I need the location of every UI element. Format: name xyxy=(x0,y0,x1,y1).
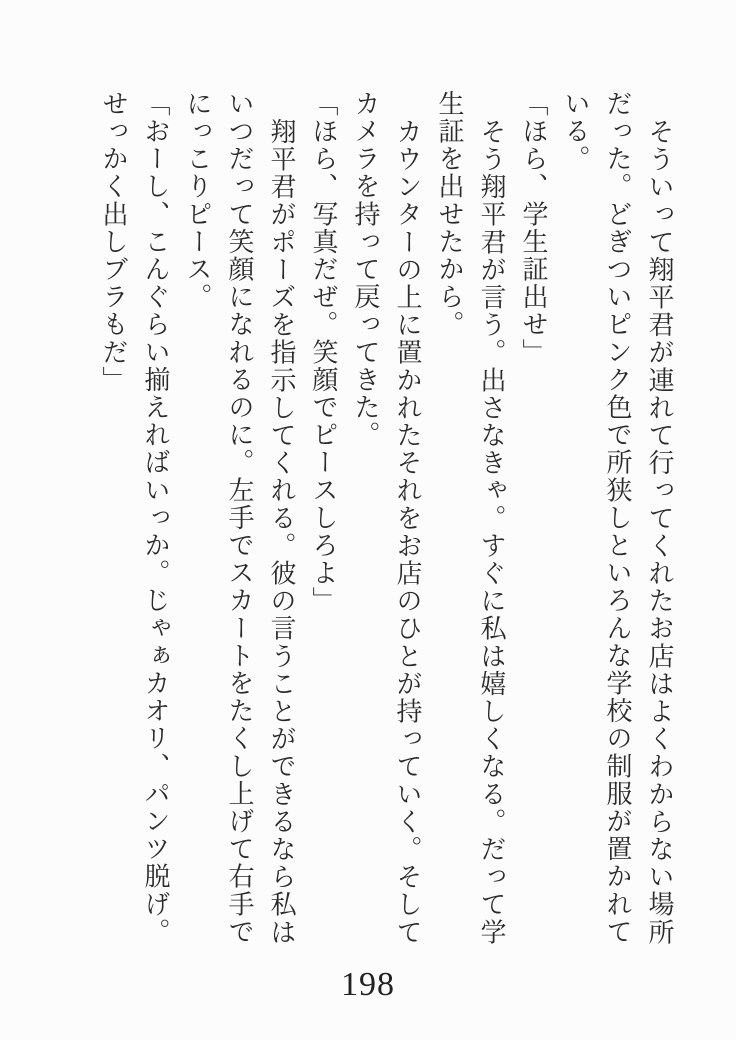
dialogue-line: 「ほら、写真だぜ。笑顔でピースしろよ」 xyxy=(309,90,338,615)
text-line: 生証を出せたから。 xyxy=(435,90,464,339)
dialogue-line: せっかく出しブラもだ」 xyxy=(99,90,128,394)
text-line: いる。 xyxy=(561,90,590,173)
text-line: カウンターの上に置かれたそれをお店のひとが持っていく。そして xyxy=(393,118,422,946)
vertical-text-block xyxy=(92,90,680,958)
page-number: 198 xyxy=(341,966,395,1003)
dialogue-line: 「ほら、学生証出せ」 xyxy=(519,90,548,366)
dialogue-line: 「おーし、こんぐらい揃えればいっか。じゃぁカオリ、パンツ脱げ。 xyxy=(141,90,170,946)
text-line: にっこりピース。 xyxy=(183,90,212,311)
text-line: だった。どぎついピンク色で所狭しといろんな学校の制服が置かれて xyxy=(603,90,632,946)
text-line: そう翔平君が言う。出さなきゃ。すぐに私は嬉しくなる。だって学 xyxy=(477,118,506,946)
text-line: いつだって笑顔になれるのに。左手でスカートをたくし上げて右手で xyxy=(225,90,254,946)
text-line: カメラを持って戻ってきた。 xyxy=(351,90,380,449)
text-line: 翔平君がポーズを指示してくれる。彼の言うことができるなら私は xyxy=(267,118,296,946)
text-line: そういって翔平君が連れて行ってくれたお店はよくわからない場所 xyxy=(645,118,674,946)
